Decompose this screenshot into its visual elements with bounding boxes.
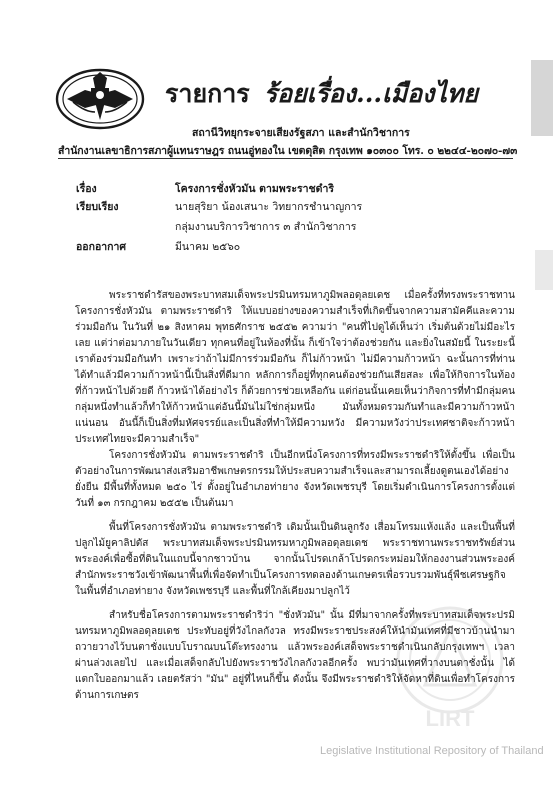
paragraph-2: โครงการชั่งหัวมัน ตามพระราชดำริ เป็นอีกหนึ่งโครงการที่ทรงมีพระราชดำริให้ตั้งขึ้น เพื่อเป็นตัวอย่างในการพัฒนาส่งเสริมอาชีพเกษตรกรรมให้ประสบความสำเร็จและสามารถเลี้ยงดูตนเองได้อย่างยั่งยืน มีพื้นที่ทั้งหมด ๒๕๐ ไร่ ตั้งอยู่ในอำเภอท่ายาง จังหวัดเพชรบุรี โดยเริ่มดำเนินการโครงการตั้งแต่วันที่ ๑๓ กรกฎาคม ๒๕๕๒ เป็นต้นมา	[75, 450, 515, 509]
author-label: เรียบเรียง	[76, 201, 119, 213]
office-address: สำนักงานเลขาธิการสภาผู้แทนราษฎร ถนนอู่ทองใน เขตดุสิต กรุงเทพ ๑๐๓๐๐ โทร. ๐ ๒๒๔๔-๒๐๗๐-๗๓	[58, 145, 518, 157]
paragraph-4: สำหรับชื่อโครงการตามพระราชดำริว่า "ชั่งหัวมัน" นั้น มีที่มาจากครั้งที่พระบาทสมเด็จพระปรมินทรมหาภูมิพลอดุลยเดช ประทับอยู่ที่วังไกลกังวล ทรงมีพระราชประสงค์ให้นำมันเทศที่มีชาวบ้านนำมาถวายวางไว้บนตาชั่งแบบโบราณบนโต๊ะทรงงาน แล้วพระองค์เสด็จพระราชดำเนินกลับกรุงเทพฯ เวลาผ่านล่วงเลยไป และเมื่อเสด็จกลับไปยังพระราชวังไกลกังวลอีกครั้ง พบว่ามันเทศที่วางบนตาชั่งนั้น ได้แตกใบออกมาแล้ว เลยตรัสว่า "มัน" อยู่ที่ไหนก็ขึ้น ดังนั้น จึงมีพระราชดำริให้จัดหาที่ดินเพื่อทำโครงการด้านการเกษตร	[75, 610, 515, 701]
repository-watermark-icon	[390, 600, 510, 730]
station-name: สถานีวิทยุกระจายเสียงรัฐสภา และสำนักวิชาการ	[192, 127, 410, 139]
scan-edge-shadow-lower	[535, 250, 553, 290]
broadcast-label: ออกอากาศ	[76, 241, 127, 253]
paragraph-1: พระราชดำรัสของพระบาทสมเด็จพระปรมินทรมหาภูมิพลอดุลยเดช เมื่อครั้งที่ทรงพระราชทานโครงการชั่งหัวมัน ตามพระราชดำริ ให้แบบอย่างของความสำเร็จที่เกิดขึ้นจากความสามัคคีและความร่วมมือกัน ในวันที่ ๒๑ สิงหาคม พุทธศักราช ๒๕๕๒ ความว่า "คนที่ไปดูได้เห็นว่า เริ่มต้นด้วยไม่มีอะไรเลย แต่ว่าต่อมาภายในวันเดียว ทุกคนที่อยู่ในห้องที่นั้น ก็เข้าใจว่าต้องช่วยกัน และยิ่งในสมัยนี้ ในระยะนี้ เราต้องร่วมมือกันทำ เพราะว่าถ้าไม่มีการร่วมมือกัน ก็ไม่ก้าวหน้า ไม่มีความก้าวหน้า ฉะนั้นการที่ท่านได้ทำแล้วมีความก้าวหน้านี้เป็นสิ่งที่ดีมาก หลักการก็อยู่ที่ทุกคนต้องช่วยกันเสียสละ เพื่อให้กิจการในท้องที่ก้าวหน้าไปด้วยดี ก้าวหน้าได้อย่างไร ก็ด้วยการช่วยเหลือกัน แต่ก่อนนั้นเคยเห็นว่ากิจการที่ทำมีกลุ่มคนกลุ่มหนึ่งทำแล้วก็ทำให้ก้าวหน้าแต่อันนี้มันไม่ใช่กลุ่มหนึ่ง มันทั้งหมดรวมกันทำและมีความก้าวหน้าแน่นอน อันนี้ก็เป็นสิ่งที่มหัศจรรย์และเป็นสิ่งที่ทำให้มีความหวัง มีความหวังว่าประเทศชาติจะก้าวหน้า ประเทศไทยจะมีความสำเร็จ"	[75, 290, 515, 445]
parliament-seal-icon	[55, 68, 145, 130]
broadcast-value: มีนาคม ๒๕๖๐	[175, 241, 241, 253]
program-name: ร้อยเรื่อง...เมืองไทย	[263, 79, 479, 108]
watermark-text: Legislative Institutional Repository of Thailand	[320, 745, 544, 757]
program-title	[165, 74, 478, 114]
header-divider	[58, 158, 513, 159]
author-line-2: กลุ่มงานบริการวิชาการ ๓ สำนักวิชาการ	[175, 221, 357, 233]
paragraph-3: พื้นที่โครงการชั่งหัวมัน ตามพระราชดำริ เดิมนั้นเป็นดินลูกรัง เสื่อมโทรมแห้งแล้ง และเป็นพื้นที่ปลูกไม้ยูคาลิปตัส พระบาทสมเด็จพระปรมินทรมหาภูมิพลอดุลยเดช พระราชทานพระราชทรัพย์ส่วนพระองค์เพื่อซื้อที่ดินในแถบนี้จากชาวบ้าน จากนั้นโปรดเกล้าโปรดกระหม่อมให้กองงานส่วนพระองค์ สำนักพระราชวังเข้าพัฒนาพื้นที่เพื่อจัดทำเป็นโครงการทดลองด้านเกษตรเพื่อรวบรวมพันธุ์พืชเศรษฐกิจในพื้นที่อำเภอท่ายาง จังหวัดเพชรบุรี และพื้นที่ใกล้เคียงมาปลูกไว้	[75, 522, 515, 597]
subject-label: เรื่อง	[76, 183, 97, 195]
scan-edge-shadow	[531, 60, 553, 136]
program-prefix: รายการ	[165, 79, 250, 108]
watermark-logo-text: LIRT	[425, 706, 475, 730]
author-line-1: นายสุริยา น้องเสนาะ วิทยากรชำนาญการ	[175, 201, 363, 213]
subject-value: โครงการชั่งหัวมัน ตามพระราชดำริ	[175, 183, 335, 195]
